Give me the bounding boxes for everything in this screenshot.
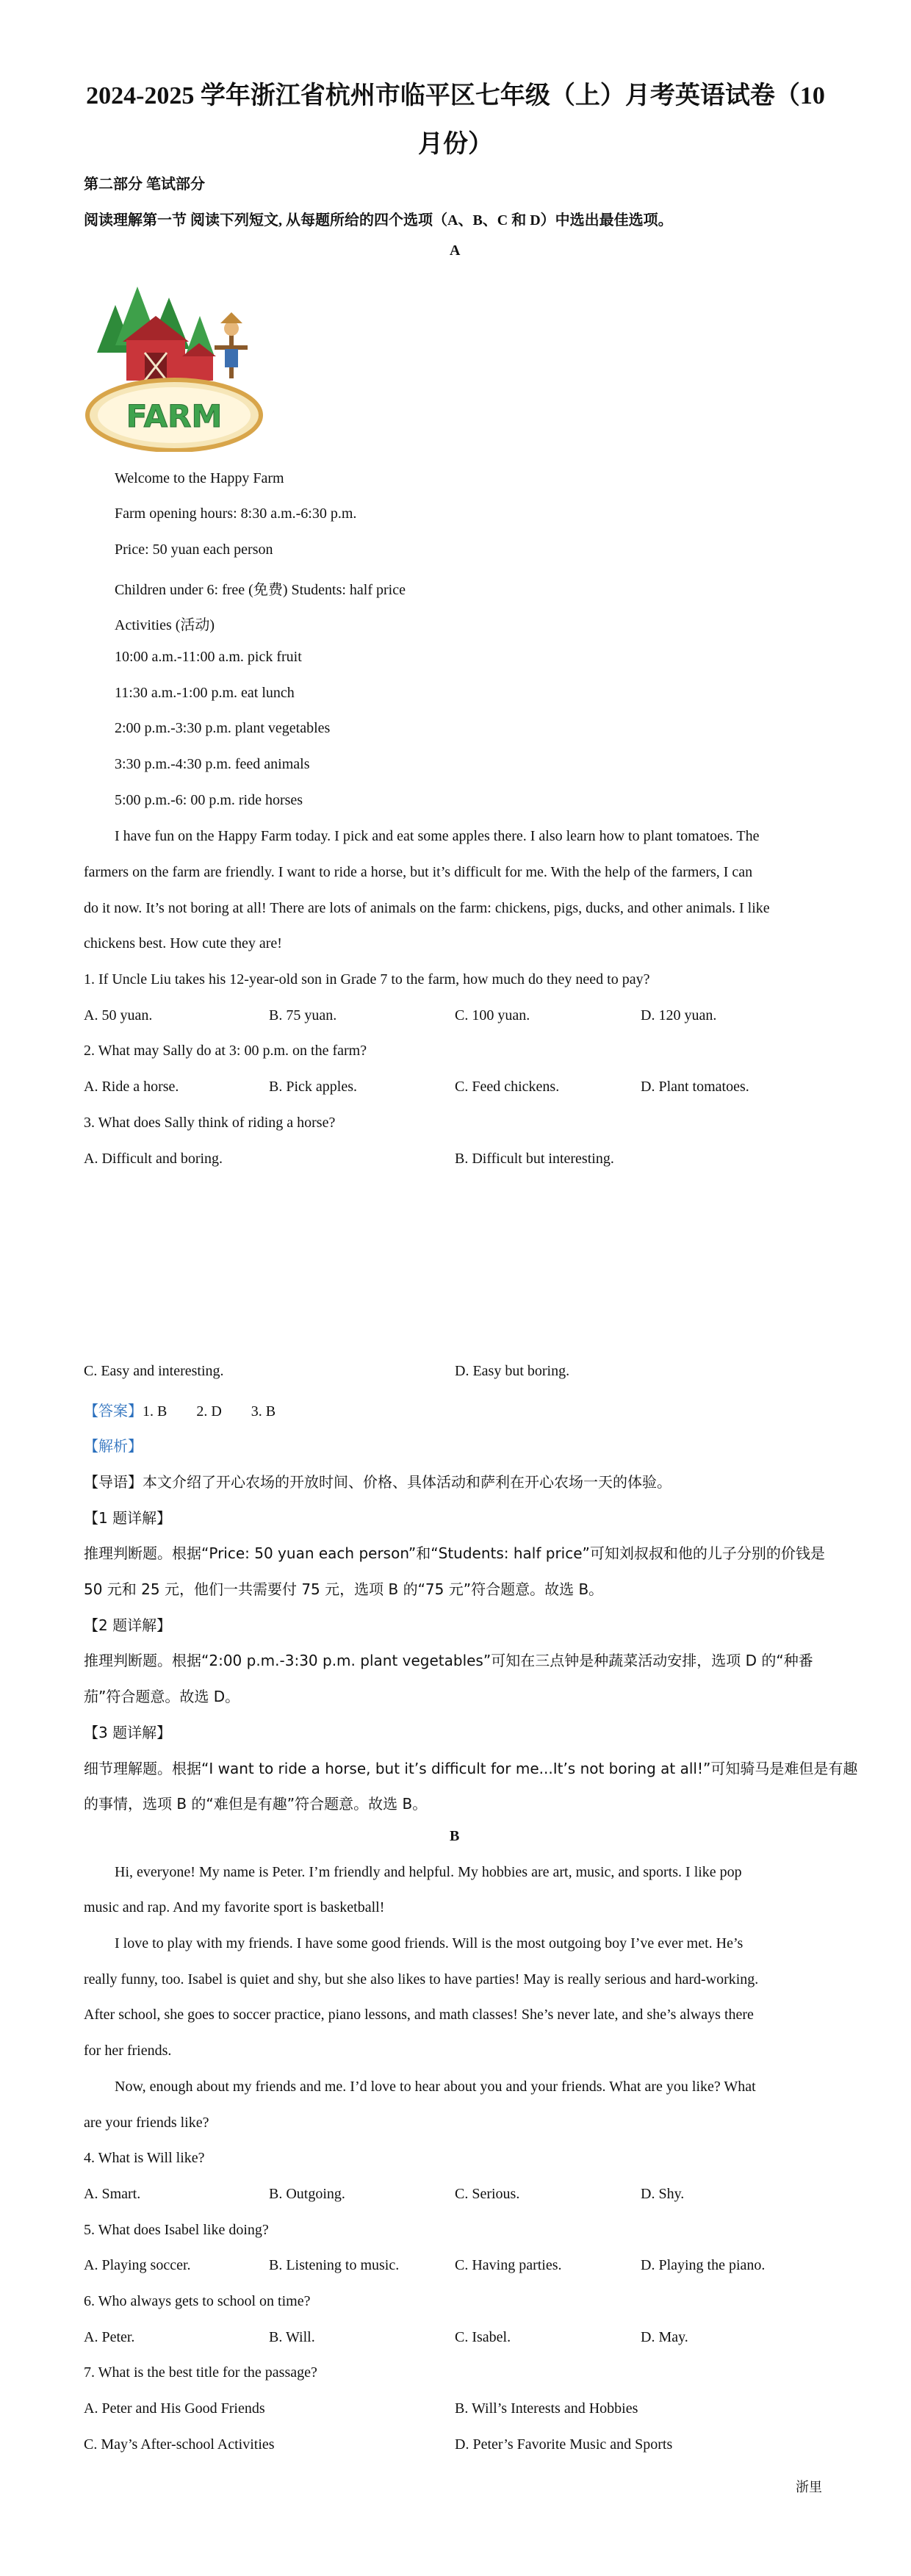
option-3b: B. Difficult but interesting. bbox=[455, 1151, 614, 1167]
notice-line: Children under 6: free (免费) Students: half price bbox=[115, 582, 406, 598]
option-5c: C. Having parties. bbox=[455, 2257, 562, 2273]
q3-explain-heading: 【3 题详解】 bbox=[84, 1724, 172, 1741]
scarecrow-icon bbox=[215, 312, 248, 378]
passage-a-body-line: chickens best. How cute they are! bbox=[84, 935, 282, 951]
passage-b-body-line: I love to play with my friends. I have some good friends. Will is the most outgoing boy I’ve ever met. He’s bbox=[115, 1935, 743, 1951]
option-5d: D. Playing the piano. bbox=[641, 2257, 766, 2273]
passage-a-label: A bbox=[450, 242, 461, 259]
answer-row bbox=[84, 1399, 276, 1420]
option-2c: C. Feed chickens. bbox=[455, 1079, 560, 1095]
notice-line: Activities (活动) bbox=[115, 617, 215, 633]
option-3c: C. Easy and interesting. bbox=[84, 1363, 224, 1379]
farm-logo-text: FARM bbox=[126, 398, 223, 434]
question-6: 6. Who always gets to school on time? bbox=[84, 2293, 311, 2309]
notice-line: Farm opening hours: 8:30 a.m.-6:30 p.m. bbox=[115, 506, 357, 522]
option-6b: B. Will. bbox=[269, 2329, 315, 2345]
answer-label: 【答案】 bbox=[84, 1402, 143, 1420]
q2-explain-line: 推理判断题。根据“2:00 p.m.-3:30 p.m. plant vegetables”可知在三点钟是种蔬菜活动安排，选项 D 的“种番 bbox=[84, 1652, 813, 1669]
option-7b: B. Will’s Interests and Hobbies bbox=[455, 2400, 638, 2417]
passage-b-body-line: are your friends like? bbox=[84, 2115, 209, 2131]
option-6c: C. Isabel. bbox=[455, 2329, 511, 2345]
q1-explain-heading: 【1 题详解】 bbox=[84, 1509, 172, 1527]
page-title-line1: 2024-2025 学年浙江省杭州市临平区七年级（上）月考英语试卷（10 bbox=[86, 82, 825, 109]
passage-b-body-line: Hi, everyone! My name is Peter. I’m friendly and helpful. My hobbies are art, music, and sports. I like pop bbox=[115, 1864, 742, 1880]
option-6a: A. Peter. bbox=[84, 2329, 135, 2345]
passage-b-body-line: Now, enough about my friends and me. I’d love to hear about you and your friends. What are you like? What bbox=[115, 2079, 756, 2095]
option-2b: B. Pick apples. bbox=[269, 1079, 357, 1095]
passage-b-body-line: music and rap. And my favorite sport is basketball! bbox=[84, 1899, 385, 1915]
option-1a: A. 50 yuan. bbox=[84, 1007, 153, 1023]
page-title-line2: 月份） bbox=[418, 131, 493, 158]
q1-explain-line: 50 元和 25 元，他们一共需要付 75 元，选项 B 的“75 元”符合题意。故选 B。 bbox=[84, 1580, 604, 1598]
question-5: 5. What does Isabel like doing? bbox=[84, 2222, 269, 2238]
q3-explain-line: 细节理解题。根据“I want to ride a horse, but it’s difficult for me...It’s not boring at all!”可知骑马是难但是有趣 bbox=[84, 1760, 858, 1777]
farm-logo-image bbox=[82, 283, 266, 452]
question-4: 4. What is Will like? bbox=[84, 2150, 205, 2166]
question-3: 3. What does Sally think of riding a horse? bbox=[84, 1115, 336, 1131]
passage-a-body-line: farmers on the farm are friendly. I want to ride a horse, but it’s difficult for me. With the help of the farmers, I can bbox=[84, 864, 753, 880]
option-7a: A. Peter and His Good Friends bbox=[84, 2400, 265, 2417]
notice-line: Price: 50 yuan each person bbox=[115, 542, 273, 558]
option-6d: D. May. bbox=[641, 2329, 688, 2345]
option-5a: A. Playing soccer. bbox=[84, 2257, 191, 2273]
option-1d: D. 120 yuan. bbox=[641, 1007, 717, 1023]
option-7c: C. May’s After-school Activities bbox=[84, 2436, 275, 2453]
notice-line: 2:00 p.m.-3:30 p.m. plant vegetables bbox=[115, 720, 331, 736]
option-3d: D. Easy but boring. bbox=[455, 1363, 570, 1379]
q2-explain-line: 茄”符合题意。故选 D。 bbox=[84, 1688, 240, 1705]
notice-line: 5:00 p.m.-6: 00 p.m. ride horses bbox=[115, 792, 303, 808]
passage-a-body-line: I have fun on the Happy Farm today. I pick and eat some apples there. I also learn how to plant tomatoes. The bbox=[115, 828, 760, 844]
notice-line: 3:30 p.m.-4:30 p.m. feed animals bbox=[115, 756, 310, 772]
option-5b: B. Listening to music. bbox=[269, 2257, 400, 2273]
notice-line: 10:00 a.m.-11:00 a.m. pick fruit bbox=[115, 649, 302, 665]
option-4a: A. Smart. bbox=[84, 2186, 141, 2202]
option-3a: A. Difficult and boring. bbox=[84, 1151, 223, 1167]
passage-b-label: B bbox=[450, 1828, 460, 1844]
notice-line: Welcome to the Happy Farm bbox=[115, 470, 284, 486]
notice-line: 11:30 a.m.-1:00 p.m. eat lunch bbox=[115, 685, 295, 701]
q1-explain-line: 推理判断题。根据“Price: 50 yuan each person”和“Students: half price”可知刘叔叔和他的儿子分别的价钱是 bbox=[84, 1544, 825, 1562]
option-4c: C. Serious. bbox=[455, 2186, 520, 2202]
q2-explain-heading: 【2 题详解】 bbox=[84, 1616, 172, 1634]
option-1b: B. 75 yuan. bbox=[269, 1007, 337, 1023]
guide-text: 【导语】本文介绍了开心农场的开放时间、价格、具体活动和萨利在开心农场一天的体验。 bbox=[84, 1473, 671, 1491]
question-2: 2. What may Sally do at 3: 00 p.m. on the farm? bbox=[84, 1043, 367, 1059]
option-4d: D. Shy. bbox=[641, 2186, 685, 2202]
passage-a-body-line: do it now. It’s not boring at all! There are lots of animals on the farm: chickens, pigs, ducks, and other animals. I like bbox=[84, 900, 770, 916]
footer-mark: 浙里 bbox=[796, 2480, 822, 2495]
analysis-label: 【解析】 bbox=[84, 1437, 143, 1455]
option-1c: C. 100 yuan. bbox=[455, 1007, 530, 1023]
question-7: 7. What is the best title for the passage? bbox=[84, 2364, 317, 2381]
option-4b: B. Outgoing. bbox=[269, 2186, 345, 2202]
passage-b-body-line: After school, she goes to soccer practice, piano lessons, and math classes! She’s never late, and she’s always there bbox=[84, 2007, 754, 2023]
passage-b-body-line: for her friends. bbox=[84, 2043, 172, 2059]
option-2a: A. Ride a horse. bbox=[84, 1079, 179, 1095]
q3-explain-line: 的事情，选项 B 的“难但是有趣”符合题意。故选 B。 bbox=[84, 1795, 428, 1813]
option-7d: D. Peter’s Favorite Music and Sports bbox=[455, 2436, 673, 2453]
section-heading: 第二部分 笔试部分 bbox=[84, 176, 205, 193]
option-2d: D. Plant tomatoes. bbox=[641, 1079, 749, 1095]
instruction: 阅读理解第一节 阅读下列短文, 从每题所给的四个选项（A、B、C 和 D）中选出最佳选项。 bbox=[84, 212, 673, 229]
question-1: 1. If Uncle Liu takes his 12-year-old son in Grade 7 to the farm, how much do they need to pay? bbox=[84, 971, 650, 987]
passage-b-body-line: really funny, too. Isabel is quiet and shy, but she also likes to have parties! May is really serious and hard-working. bbox=[84, 1971, 759, 1987]
answer-values: 1. B 2. D 3. B bbox=[143, 1403, 276, 1420]
